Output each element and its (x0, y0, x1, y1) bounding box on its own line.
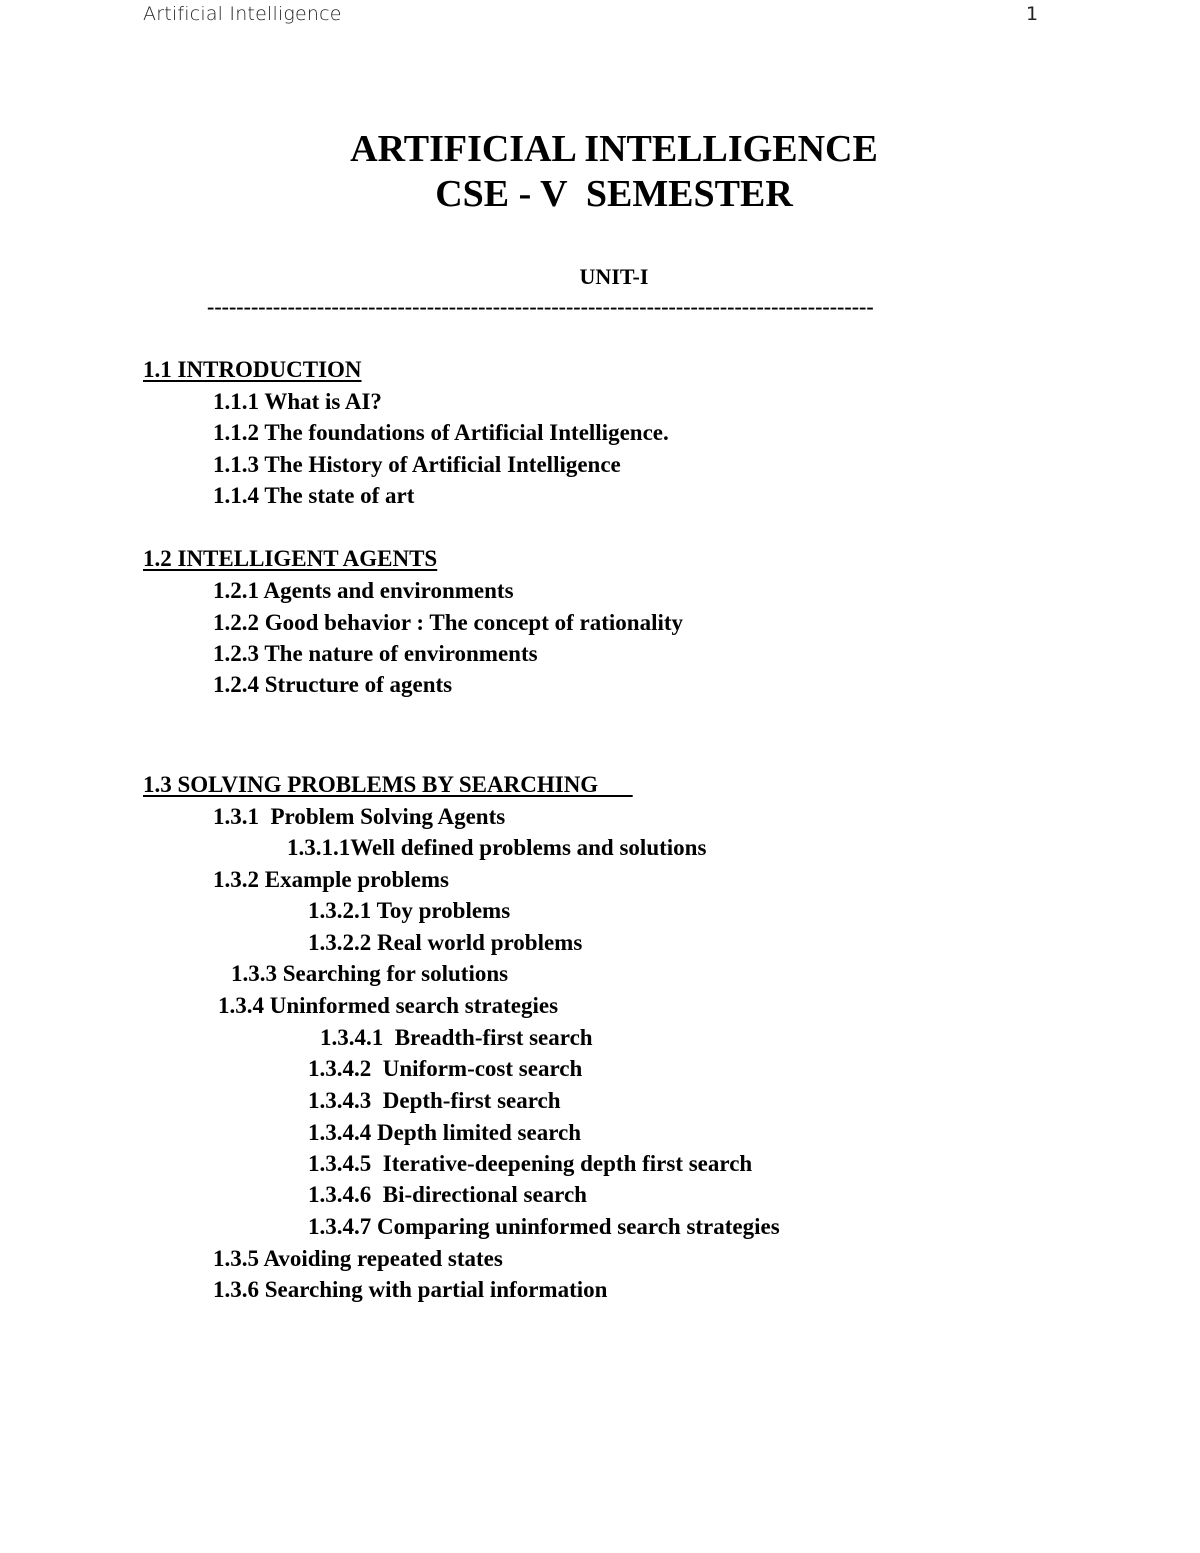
toc-item: 1.3.2.1 Toy problems (308, 898, 511, 923)
toc-item: 1.3.4.5 Iterative-deepening depth first search (308, 1151, 753, 1176)
page-number: 1 (1026, 3, 1039, 25)
toc-item: 1.3.2.2 Real world problems (308, 930, 583, 955)
toc-item: 1.1.3 The History of Artificial Intelligence (213, 452, 621, 477)
toc-item: 1.3.5 Avoiding repeated states (213, 1246, 503, 1271)
toc-item: 1.1.1 What is AI? (213, 389, 382, 414)
toc-item: 1.3.4 Uninformed search strategies (218, 993, 559, 1018)
toc-item: 1.2.4 Structure of agents (213, 672, 453, 697)
toc-item: 1.2.1 Agents and environments (213, 578, 514, 603)
toc-item: 1.3.2 Example problems (213, 867, 449, 892)
document-title: ARTIFICIAL INTELLIGENCE (350, 128, 878, 170)
toc-item: 1.3.1 Problem Solving Agents (213, 804, 506, 829)
toc-item: 1.3.4.4 Depth limited search (308, 1120, 582, 1145)
toc-item: 1.1.2 The foundations of Artificial Intelligence. (213, 420, 669, 445)
section-heading-intelligent-agents: 1.2 INTELLIGENT AGENTS (143, 546, 438, 571)
toc-item: 1.3.1.1Well defined problems and solutions (287, 835, 707, 860)
toc-item: 1.2.2 Good behavior : The concept of rationality (213, 610, 684, 635)
toc-item: 1.3.4.2 Uniform-cost search (308, 1056, 583, 1081)
document-subtitle: CSE - V SEMESTER (435, 173, 793, 215)
toc-item: 1.1.4 The state of art (213, 483, 415, 508)
unit-heading: UNIT-I (579, 264, 649, 289)
toc-item: 1.2.3 The nature of environments (213, 641, 538, 666)
separator-line: ------------------------------------------------------------------------------------------- (207, 294, 874, 319)
toc-item: 1.3.4.6 Bi-directional search (308, 1182, 587, 1207)
toc-item: 1.3.4.7 Comparing uninformed search strategies (308, 1214, 780, 1239)
toc-item: 1.3.4.3 Depth-first search (308, 1088, 561, 1113)
toc-item: 1.3.6 Searching with partial information (213, 1277, 608, 1302)
section-heading-introduction: 1.1 INTRODUCTION (143, 357, 362, 382)
section-heading-solving-problems: 1.3 SOLVING PROBLEMS BY SEARCHING (143, 772, 633, 797)
toc-item: 1.3.4.1 Breadth-first search (320, 1025, 593, 1050)
toc-item: 1.3.3 Searching for solutions (231, 961, 509, 986)
running-header-title: Artificial Intelligence (143, 3, 342, 25)
